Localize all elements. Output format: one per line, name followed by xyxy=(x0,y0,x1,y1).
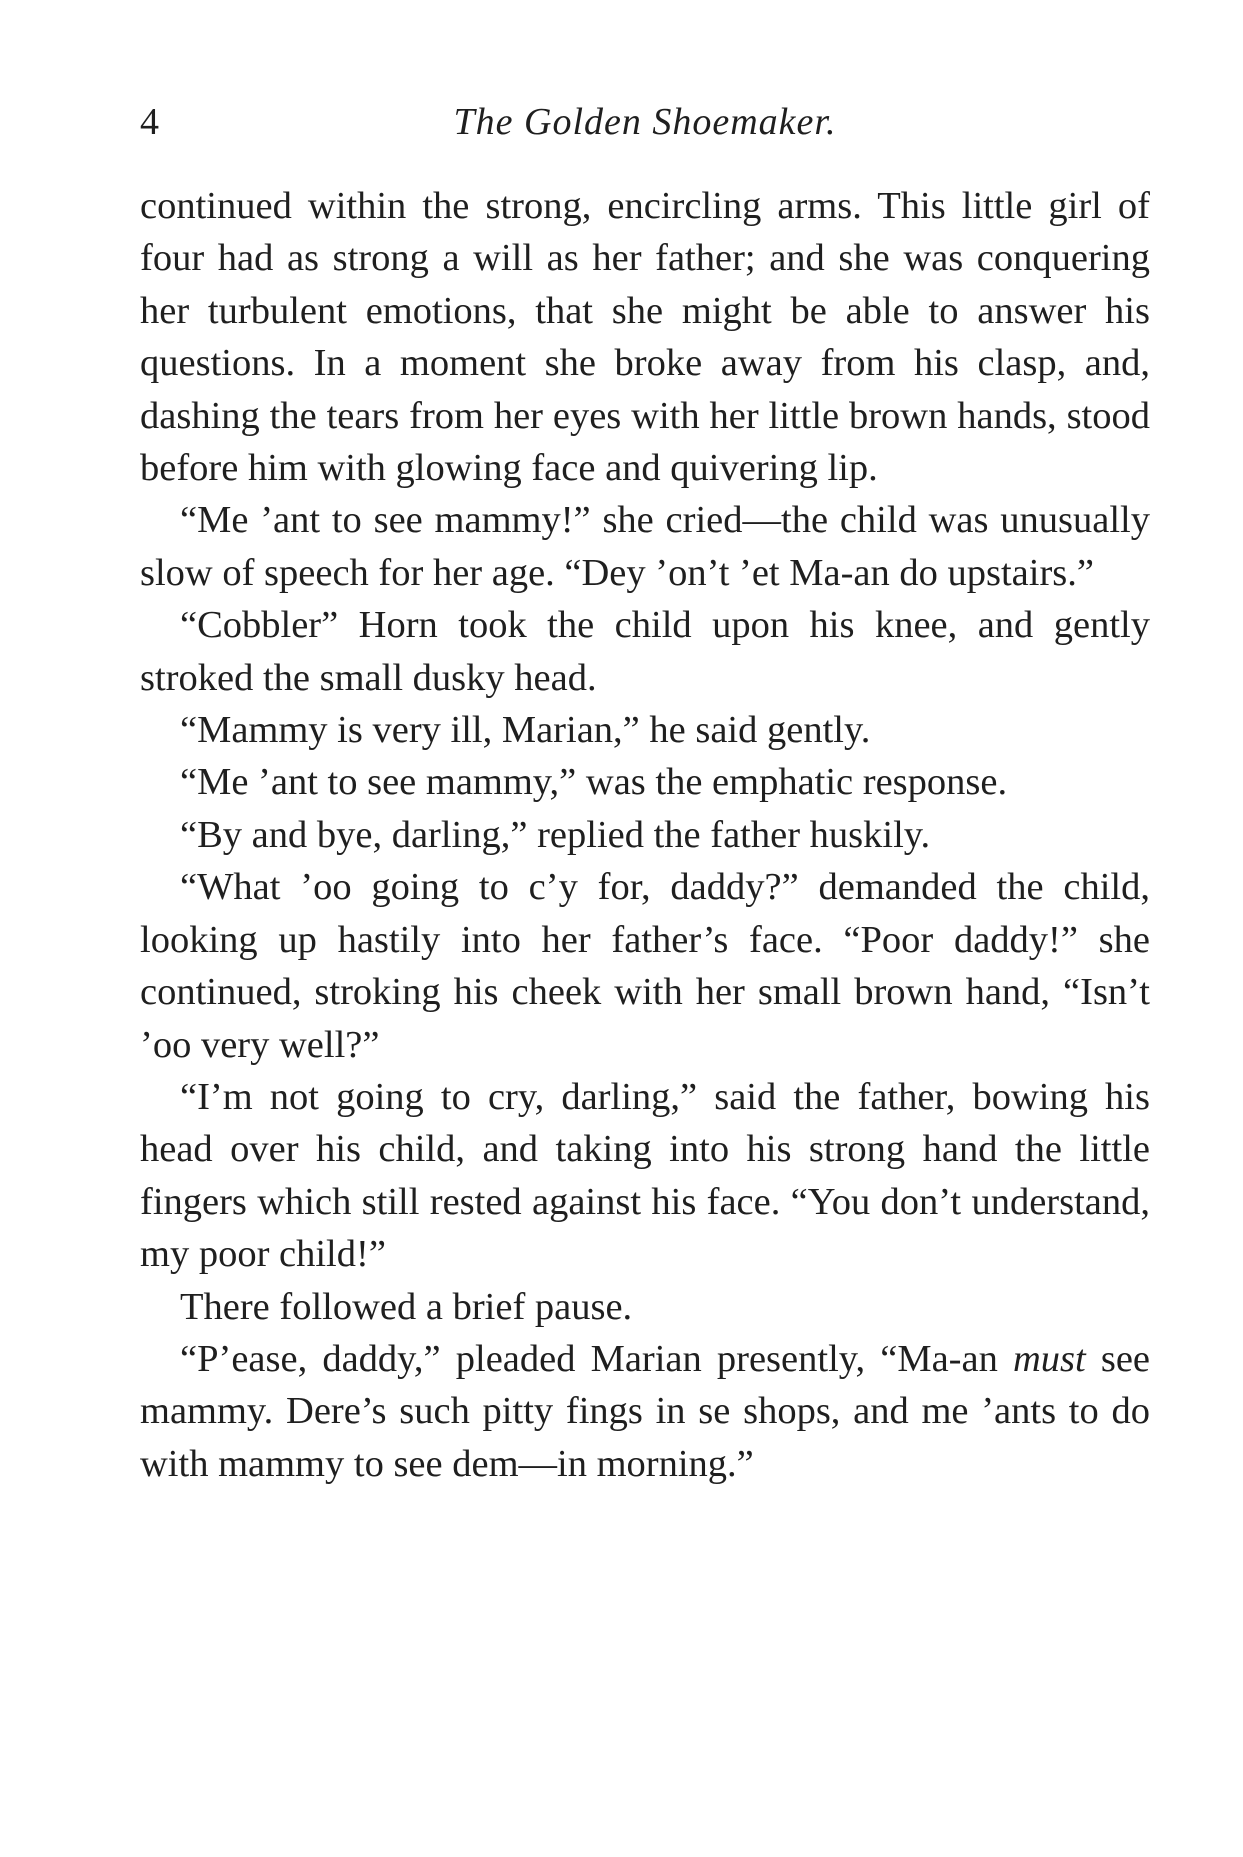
paragraph xyxy=(140,1333,1150,1490)
text-segment: continued within the strong, encircling arms. This little girl of four had as strong a will as her father; and she was conquering her turbulent emotions, that she might be able to answer his questions. In a moment she broke away from his clasp, and, dashing the tears from her eyes with her little brown hands, stood before him with glowing face and quivering lip. xyxy=(140,185,1150,490)
text-segment: “Mammy is very ill, Marian,” he said gently. xyxy=(180,709,871,752)
text-segment: see mammy. Dere’s such pitty fings in se shops, and me ’ants to do with mammy to see dem—in morning.” xyxy=(140,1337,1150,1485)
text-segment: “I’m not going to cry, darling,” said the father, bowing his head over his child, and taking into his strong hand the little fingers which still rested against his face. “You don’t understand, my poor child!” xyxy=(140,1075,1150,1276)
paragraph xyxy=(140,756,1150,808)
text-segment: “Me ’ant to see mammy!” she cried—the child was unusually slow of speech for her age. “Dey ’on’t ’et Ma-an do upstairs.” xyxy=(140,499,1150,594)
paragraph xyxy=(140,809,1150,861)
text-segment: “By and bye, darling,” replied the father huskily. xyxy=(180,813,931,856)
text-segment: “P’ease, daddy,” pleaded Marian presently, “Ma-an xyxy=(180,1337,1013,1380)
running-head xyxy=(140,92,1150,152)
text-segment: “What ’oo going to c’y for, daddy?” demanded the child, looking up hastily into her father’s face. “Poor daddy!” she continued, stroking his cheek with her small brown hand, “Isn’t ’oo very well?” xyxy=(140,866,1150,1066)
paragraph xyxy=(140,1071,1150,1281)
page-number: 4 xyxy=(140,101,159,143)
running-title: The Golden Shoemaker. xyxy=(453,101,837,143)
text-segment: There followed a brief pause. xyxy=(180,1285,633,1328)
paragraph xyxy=(140,861,1150,1071)
italic-emphasis: must xyxy=(1012,1337,1086,1380)
paragraph xyxy=(140,180,1150,494)
body-text xyxy=(140,180,1150,1490)
paragraph xyxy=(140,494,1150,599)
paragraph xyxy=(140,704,1150,756)
paragraph xyxy=(140,1281,1150,1333)
text-segment: “Cobbler” Horn took the child upon his knee, and gently stroked the small dusky head. xyxy=(140,604,1150,699)
paragraph xyxy=(140,599,1150,704)
text-segment: “Me ’ant to see mammy,” was the emphatic response. xyxy=(180,761,1008,804)
